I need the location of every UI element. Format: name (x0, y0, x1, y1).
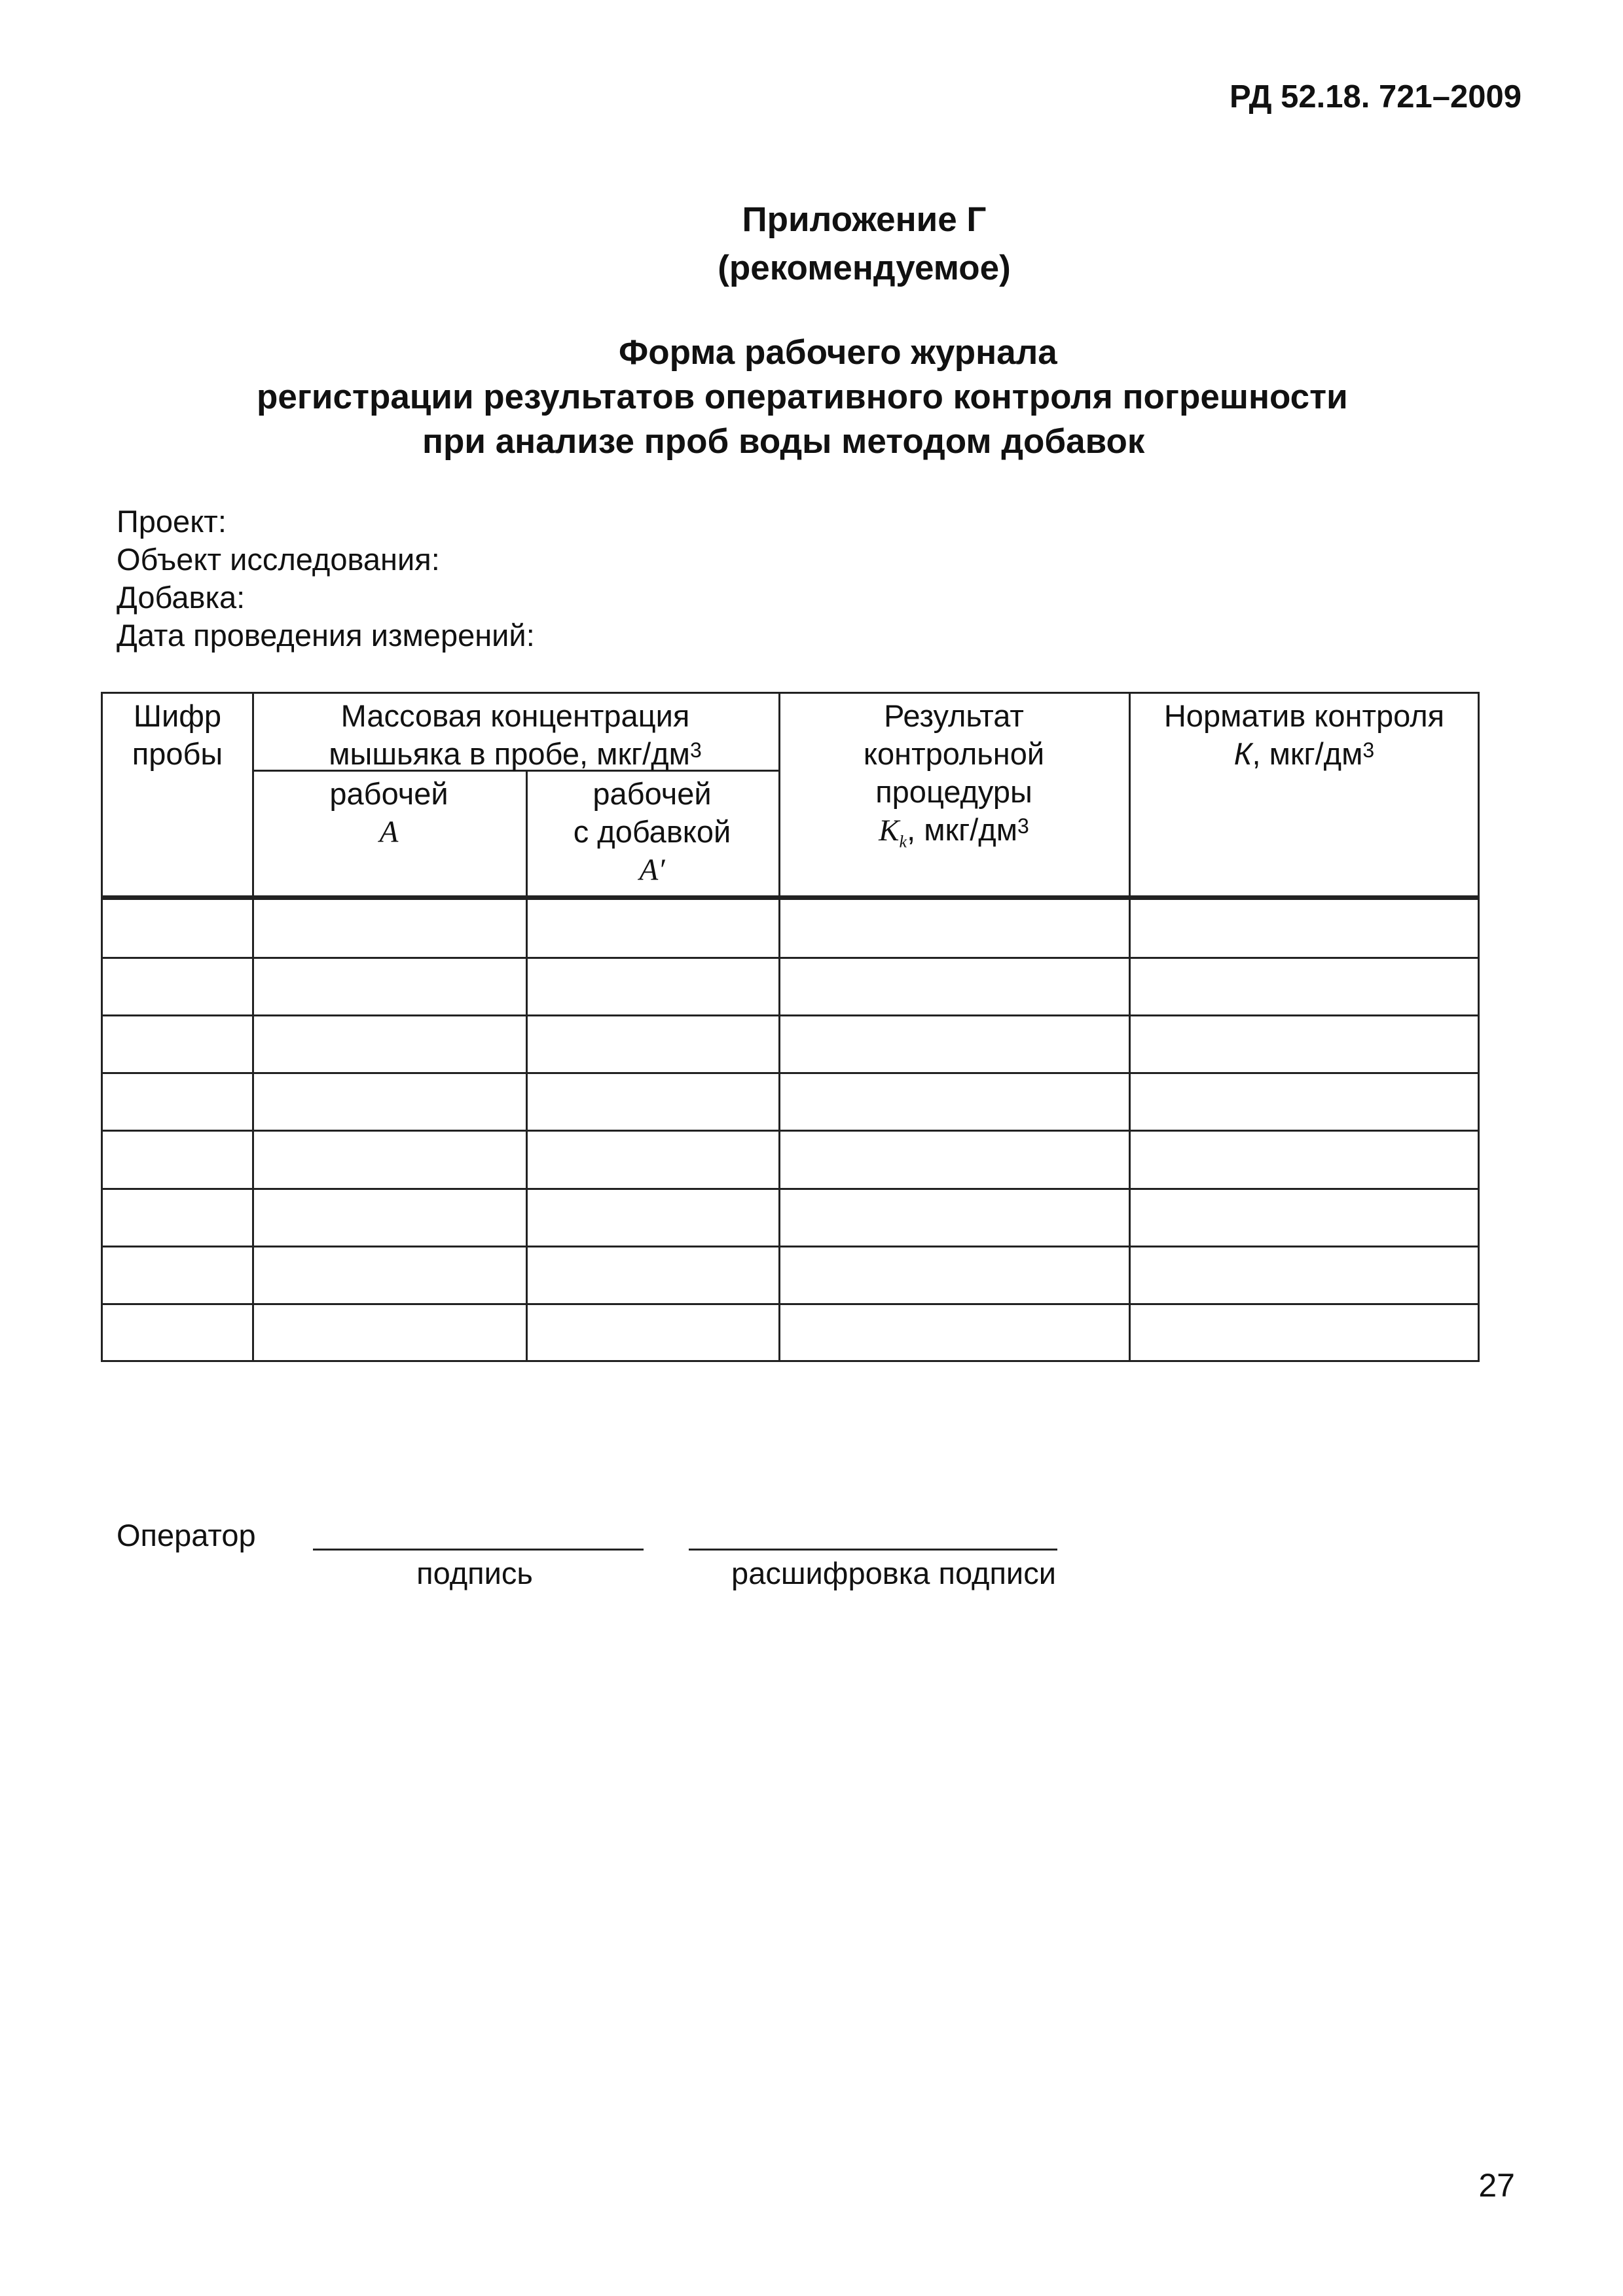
info-fields (117, 503, 535, 655)
table-column-divider (252, 694, 254, 1360)
journal-table (101, 692, 1480, 1362)
header-working-with-additive: рабочей с добавкой A′ (573, 776, 731, 887)
appendix-status: (рекомендуемое) (718, 249, 1011, 287)
field-research-object: Объект исследования: (117, 542, 440, 577)
field-project: Проект: (117, 504, 227, 539)
signature-decoding-caption: расшифровка подписи (731, 1556, 1056, 1590)
table-column-divider (1129, 694, 1131, 1360)
signature-line[interactable] (313, 1549, 644, 1551)
signature-decoding-line[interactable] (689, 1549, 1057, 1551)
header-working: рабочей A (329, 776, 448, 849)
operator-label: Оператор (117, 1518, 256, 1552)
table-column-divider (778, 694, 780, 1360)
header-bottom-border (103, 895, 1478, 900)
form-title-line-1: Форма рабочего журнала (619, 333, 1057, 372)
form-title-line-2: регистрации результатов оперативного контроля погрешности (257, 378, 1348, 416)
header-mass-concentration: Массовая концентрация мышьяка в пробе, мкг/$дм^3$ (329, 698, 702, 771)
table-row (103, 1014, 1478, 1016)
document-code: РД 52.18. 721–2009 (1230, 79, 1522, 115)
table-row (103, 1188, 1478, 1190)
form-title-line-3: при анализе проб воды методом добавок (422, 422, 1145, 461)
appendix-title: Приложение Г (742, 200, 987, 239)
table-row (103, 1072, 1478, 1074)
table-column-divider (526, 770, 528, 1360)
field-measurement-date: Дата проведения измерений: (117, 618, 535, 653)
header-sample-code: Шифр пробы (132, 698, 223, 771)
table-row (103, 957, 1478, 959)
page-number: 27 (1478, 2167, 1515, 2204)
header-control-result: Результат контрольной процедуры $K_k$, мкг/$дм^3$ (863, 698, 1045, 852)
header-control-norm: Норматив контроля К, мкг/$дм^3$ (1163, 698, 1445, 771)
table-row (103, 1246, 1478, 1247)
table-row (103, 1130, 1478, 1132)
field-additive: Добавка: (117, 580, 246, 615)
table-row (103, 1303, 1478, 1305)
signature-caption: подпись (416, 1556, 533, 1590)
